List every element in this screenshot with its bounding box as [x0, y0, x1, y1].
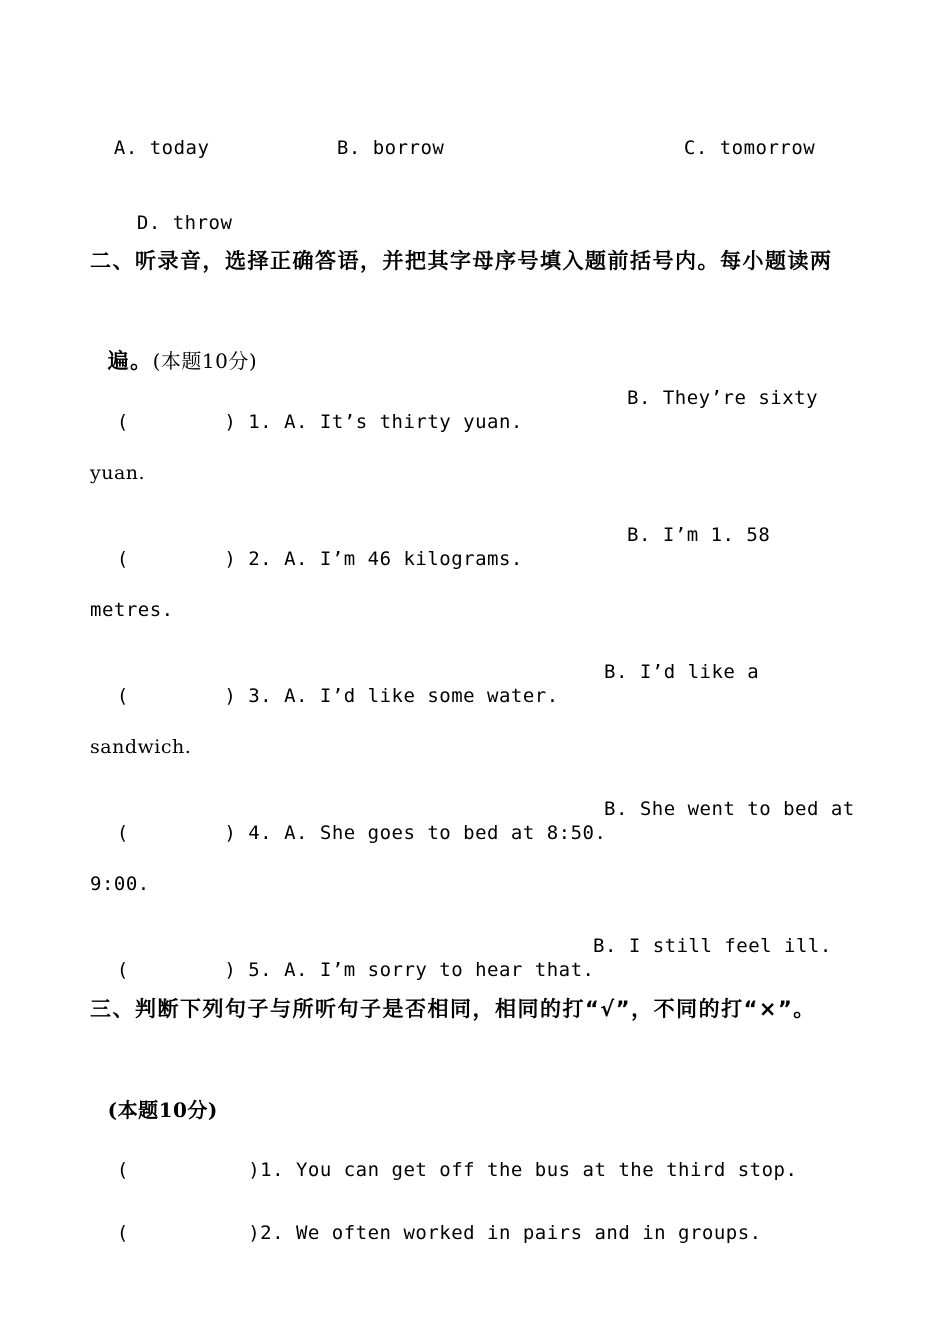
statement-row [93, 1197, 762, 1245]
section2-heading-line2 [90, 322, 257, 374]
choice-a: A. I’m sorry to hear that. [284, 959, 595, 981]
choice-b: B. She went to bed at [604, 798, 855, 820]
question-row [93, 660, 559, 708]
question-number: 1. [248, 411, 273, 433]
section3-score-note: (本题10分) [107, 1098, 218, 1122]
option-label: C. [683, 137, 708, 159]
choice-b-wrap: sandwich. [90, 736, 192, 758]
option-word: borrow [372, 137, 445, 159]
section2-score-note: (本题10分) [152, 349, 258, 373]
option-word: tomorrow [719, 137, 816, 159]
answer-bracket[interactable]: ( ) [116, 411, 237, 433]
question-row [93, 797, 606, 845]
choice-a: A. I’d like some water. [284, 685, 559, 707]
choice-b-wrap: yuan. [90, 462, 146, 484]
statement-text: 1. You can get off the bus at the third stop. [260, 1159, 798, 1181]
statement-text: 2. We often worked in pairs and in groups. [260, 1222, 762, 1244]
choice-b-wrap: metres. [90, 599, 174, 621]
choice-b-wrap: 9:00. [90, 873, 150, 895]
question-number: 3. [248, 685, 273, 707]
answer-bracket[interactable]: ( ) [116, 685, 237, 707]
question-number: 2. [248, 548, 273, 570]
question-row [93, 386, 523, 434]
option-b [313, 112, 444, 160]
choice-a: A. I’m 46 kilograms. [284, 548, 523, 570]
option-word: today [149, 137, 210, 159]
option-label: B. [336, 137, 361, 159]
section2-heading-end: 遍。 [107, 349, 153, 373]
option-label: D. [136, 212, 161, 234]
question-row [93, 934, 595, 982]
option-word: throw [172, 212, 233, 234]
statement-row [93, 1134, 797, 1182]
option-label: A. [113, 137, 138, 159]
answer-bracket[interactable]: ( ) [116, 822, 237, 844]
choice-b: B. They’re sixty [627, 387, 819, 409]
question-number: 5. [248, 959, 273, 981]
section3-heading-line2 [90, 1071, 218, 1123]
question-number: 4. [248, 822, 273, 844]
choice-b: B. I’m 1. 58 [627, 524, 771, 546]
option-d [113, 187, 232, 235]
choice-a: A. She goes to bed at 8:50. [284, 822, 607, 844]
choice-b: B. I still feel ill. [593, 935, 832, 957]
option-a [90, 112, 209, 160]
answer-bracket[interactable]: ( ) [116, 548, 237, 570]
answer-bracket[interactable]: ( ) [116, 959, 237, 981]
section3-heading-line1: 三、判断下列句子与所听句子是否相同，相同的打“√”，不同的打“×”。 [90, 997, 816, 1021]
answer-bracket[interactable]: ( ) [116, 1222, 261, 1244]
option-c [660, 112, 815, 160]
choice-b: B. I’d like a [604, 661, 760, 683]
question-row [93, 523, 523, 571]
section2-heading-line1: 二、听录音，选择正确答语，并把其字母序号填入题前括号内。每小题读两 [90, 249, 833, 273]
choice-a: A. It’s thirty yuan. [284, 411, 523, 433]
answer-bracket[interactable]: ( ) [116, 1159, 261, 1181]
